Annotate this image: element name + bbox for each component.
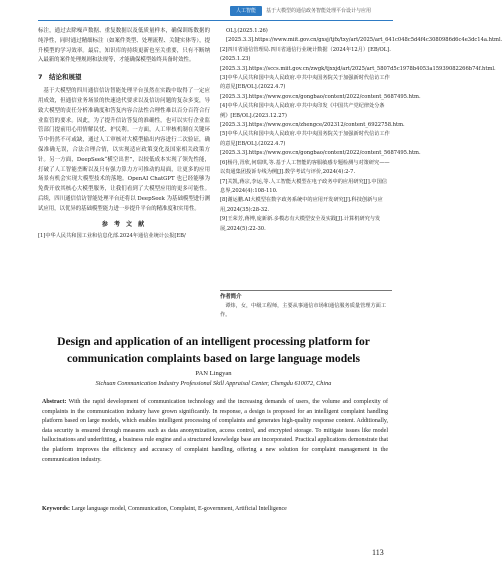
page-number: 113	[372, 548, 384, 557]
references-title: 参 考 文 献	[101, 220, 147, 228]
intro-paragraph: 标注，通过去除噪声数据、重复数据以及低质量样本，确保训练数据的纯净性，同时通过精细标注（如案件类型、处理流程、关键实体等），提升模型的学习效率。最后，知识库的持续更新也至关重要，只有不断纳入最新的案件处理规则和法规等，才能确保模型始终具备时效性。	[38, 28, 210, 64]
header-divider	[38, 20, 393, 21]
abstract-text: With the rapid development of communication technology and the increasing demands of users, the volume and complexity of complaints in the communication industry have grown significantly. In response, a design is proposed for an intelligent complaint handling platform based on large models, which enables intelligent processing of complaints and generates high-quality response content. Additionally, data security is ensured through measures such as data anonymization, access control, and encrypted storage. To mitigate issues like model hallucinations and underfitting, a business rule engine and a structured knowledge base are incorporated. Practical applications demonstrate that the platform improves the efficiency and accuracy of complaint handling, offering a new solution for complaint management in the communication industry.	[42, 399, 388, 463]
reference-item: [1]中华人民共和国工业和信息化部.2024年通信业统计公报[EB/	[38, 233, 186, 240]
english-affiliation: Sichuan Communication Industry Professional Skill Appraisal Center, Chengdu 610072, China	[95, 380, 332, 387]
abstract-label: Abstract:	[42, 399, 67, 405]
section-title: 7 结论和展望	[38, 73, 82, 82]
right-column	[220, 27, 502, 234]
keywords-text: Large language model, Communication, Complaint, E-government, Artificial Intelligence	[71, 506, 287, 512]
english-author: PAN Lingyan	[195, 370, 232, 377]
english-keywords	[42, 505, 388, 515]
author-bio-title: 作者简介	[220, 294, 242, 300]
reference-item: [7]关凯,蒋宗,李运,等.人工智能大模型在电子政务中的应用研究[J].中国信息界,2024(4):108-110.	[220, 178, 387, 194]
reference-item: [6]杨丹,胥欣,何瑞琪,等.基于人工智能的客服敏感专题检测与对策研究——以贵通集团投诉专线为例[J].数学考试与评价,2024(4):2-7.	[220, 159, 390, 176]
running-header-title: 基于大模型的通信政务智能处理平台设计与应用	[266, 8, 372, 14]
reference-item: [5]中华人民共和国中央人民政府.中共中央国务院关于加强新时代信访工作的意见[EB/OL].(2022.4.7)[2025.3.3].https://www.gov.cn/gongbao/content/2022/content_5687495.htm.	[220, 131, 421, 157]
running-header	[0, 0, 427, 20]
reference-item: OL].(2025.1.26)[2025.3.3].https://www.miit.gov.cn/gxsj/tjfx/txy/art/2025/art_641c048c5d4f4c3080986d6c4e3dc14a.html.	[226, 28, 502, 44]
reference-item: [2]四川省通信管理局.四川省通信行业统计数据（2024年12月）[EB/OL].(2025.1.23)[2025.3.3].https://sccs.miit.gov.cn/zwgk/tjxxjd/art/2025/art_5807d5c1978b4053a15939082266b74f.html.	[220, 46, 496, 72]
author-bio-text: 谭炜，女，中级工程师，主要从事通信市场和通信服务质量管理方面工作。	[220, 303, 387, 318]
conclusion-paragraph: 基于大模型的四川通信信访智能处理平台虽然在实践中取得了一定应用成效，但通信业务场景的快速迭代要求以及信访问题的复杂多变，导致大模型的责任分析准确度和答复内容合法性合理性难以百分百符合行业监管的要求。因此，为了提升信访答复的准确性，也可以实行企业监管部门提前用心用情解民忧、护民利。一方面，人工审核机制在关键环节中仍然不可或缺，通过人工审核对大模型输出内容进行二次验证，确保准确无误，合法合理合情，以实现适应政策变化及国家相关政策方针。另一方面，DeepSeek“横空出世”，以较低成本实现了领先性能，打破了人工智能垄断以及只有强力算力方可推动的局面，让更多的应用场景有机会实现大模型技术的落地。OpenAI ChatGPT 也已经能够为免费开放其核心大模型服务，让我们看到了大模型应用的更多可能性。后续，四川通信信访智能处理平台还将以 DeepSeek 为基础模型进行测试应用，以优异的基础模型能力进一步提升平台的精准度和实用性。	[38, 88, 210, 212]
reference-item: [9]王荣芳,蒋博,庞新新.多模态有大模型安全及实践[J].计算机研究与发展,2024(5):22-30.	[220, 216, 381, 232]
left-column	[38, 27, 210, 242]
english-title: Design and application of an intelligent processing platform for communication complaints based on large language models	[57, 335, 370, 365]
reference-item: [4]中华人民共和国中央人民政府.中共中央印发《中国共产党纪律处分条例》[EB/OL].(2023.12.27)[2025.3.3].https://www.gov.cn/zhengce/202312/content_6922758.htm.	[220, 103, 405, 129]
reference-item: [3]中华人民共和国中央人民政府.中共中央国务院关于加强新时代信访工作的意见[EB/OL].(2022.4.7)[2025.3.3].https://www.gov.cn/gongbao/content/2022/content_5687495.htm.	[220, 75, 421, 100]
author-bio-box	[220, 290, 392, 320]
english-abstract	[42, 398, 388, 465]
keywords-label: Keywords:	[42, 506, 70, 512]
journal-section-tag: 人工智能	[230, 6, 262, 16]
reference-item: [8]谢运鹏.AI大模型在数字政务系统中的应用开发研究[J].科技创新与应用,2024(35):28-32.	[220, 197, 383, 213]
